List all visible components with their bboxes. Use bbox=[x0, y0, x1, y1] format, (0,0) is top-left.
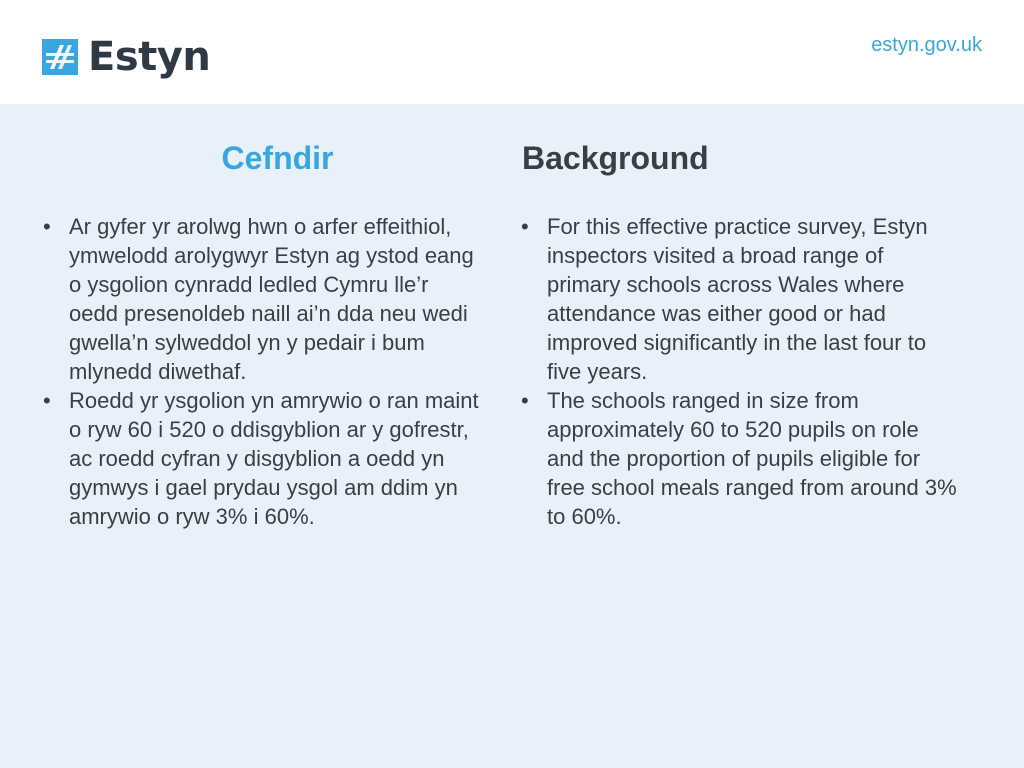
header bbox=[0, 0, 1024, 104]
list-item: • For this effective practice survey, Estyn inspectors visited a broad range of primary schools across Wales where attendance was either good or had improved significantly in the last four to five years. bbox=[518, 212, 958, 386]
welsh-column bbox=[40, 132, 480, 531]
list-item: • Roedd yr ysgolion yn amrywio o ran maint o ryw 60 i 520 o ddisgyblion ar y gofrestr, ac roedd cyfran y disgyblion a oedd yn gymwys i gael prydau ysgol am ddim yn amrywio o ryw 3% i 60%. bbox=[40, 386, 480, 531]
estyn-logo-icon bbox=[42, 39, 78, 75]
english-bullet-list bbox=[518, 212, 958, 531]
list-item: • Ar gyfer yr arolwg hwn o arfer effeithiol, ymwelodd arolygwyr Estyn ag ystod eang o ysgolion cynradd ledled Cymru lle’r oedd presenoldeb naill ai’n dda neu wedi gwella’n sylweddol yn y pedair i bum mlynedd diwethaf. bbox=[40, 212, 480, 386]
welsh-title: Cefndir bbox=[221, 140, 334, 176]
english-title: Background bbox=[522, 140, 709, 176]
estyn-logo[interactable] bbox=[42, 32, 210, 82]
english-column bbox=[518, 132, 958, 531]
welsh-bullet-list bbox=[40, 212, 480, 531]
list-item: • The schools ranged in size from approximately 60 to 520 pupils on role and the proportion of pupils eligible for free school meals ranged from around 3% to 60%. bbox=[518, 386, 958, 531]
logo-text: Estyn bbox=[88, 34, 211, 80]
site-url-link[interactable]: estyn.gov.uk bbox=[871, 34, 982, 56]
